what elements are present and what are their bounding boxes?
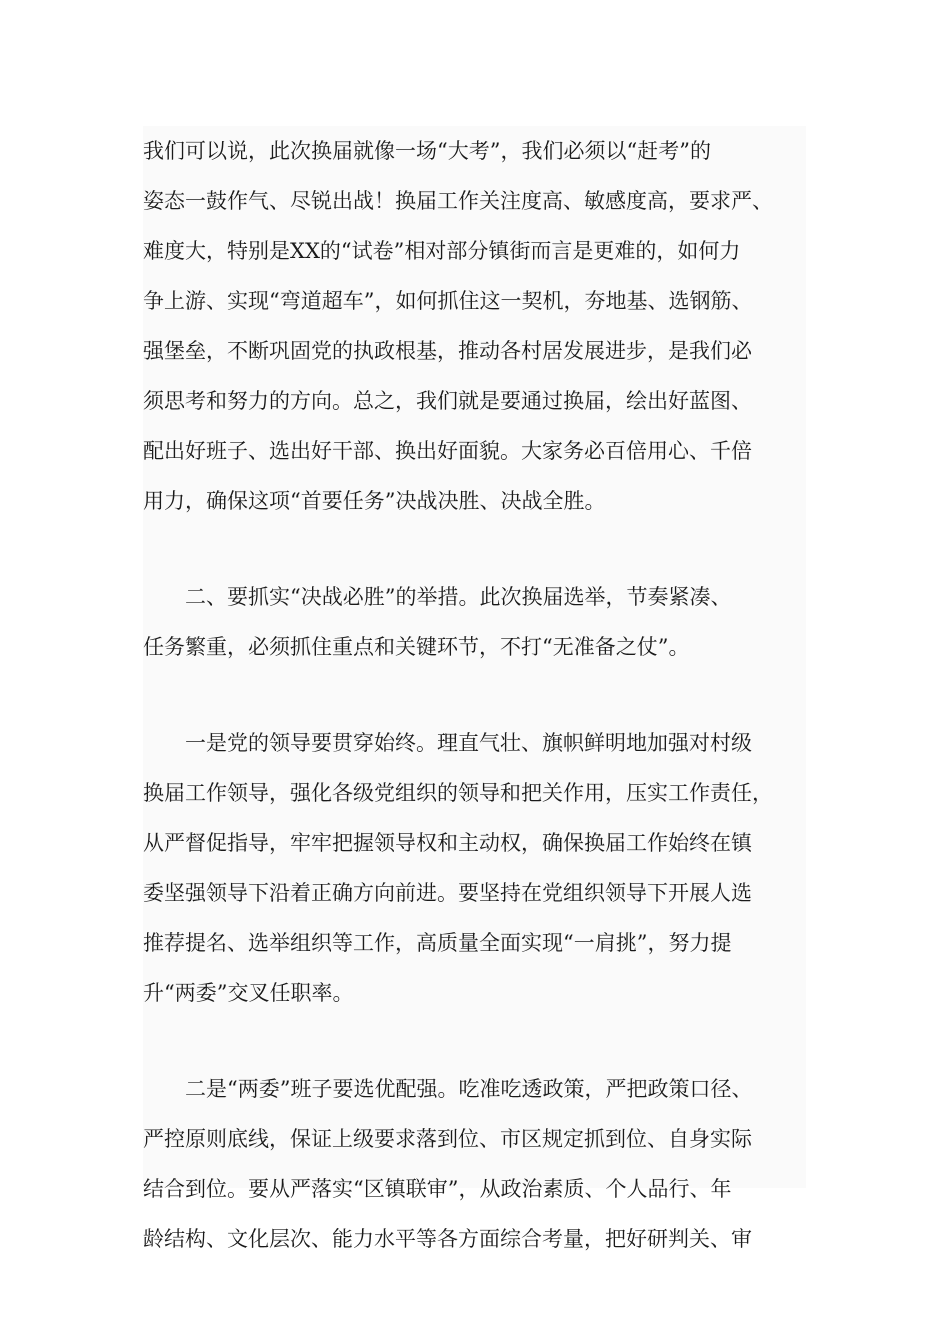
document-body bbox=[143, 126, 806, 1251]
text-line: 争上游、实现“弯道超车”，如何抓住这一契机，夯地基、选钢筋、 bbox=[143, 289, 753, 313]
text-line: 委坚强领导下沿着正确方向前进。要坚持在党组织领导下开展人选 bbox=[143, 881, 752, 905]
text-line: 我们可以说，此次换届就像一场“大考”，我们必须以“赶考”的 bbox=[143, 139, 711, 163]
text-line: 结合到位。要从严落实“区镇联审”，从政治素质、个人品行、年 bbox=[143, 1177, 732, 1201]
paragraph-4 bbox=[143, 1064, 806, 1264]
paragraph-spacer bbox=[143, 1018, 806, 1064]
text-line: 姿态一鼓作气、尽锐出战！换届工作关注度高、敏感度高，要求严、 bbox=[143, 189, 773, 213]
text-line: 推荐提名、选举组织等工作，高质量全面实现“一肩挑”，努力提 bbox=[143, 931, 732, 955]
text-line: 难度大，特别是XX的“试卷”相对部分镇街而言是更难的，如何力 bbox=[143, 239, 741, 263]
text-line: 配出好班子、选出好干部、换出好面貌。大家务必百倍用心、千倍 bbox=[143, 439, 752, 463]
text-line: 任务繁重，必须抓住重点和关键环节，不打“无准备之仗”。 bbox=[143, 635, 690, 659]
text-line: 换届工作领导，强化各级党组织的领导和把关作用，压实工作责任， bbox=[143, 781, 773, 805]
text-line: 一是党的领导要贯穿始终。理直气壮、旗帜鲜明地加强对村级 bbox=[185, 731, 752, 755]
paragraph-spacer bbox=[143, 526, 806, 572]
paragraph-2 bbox=[143, 572, 806, 672]
text-line: 龄结构、文化层次、能力水平等各方面综合考量，把好研判关、审 bbox=[143, 1227, 752, 1251]
paragraph-1 bbox=[143, 126, 806, 526]
text-line: 升“两委”交叉任职率。 bbox=[143, 981, 354, 1005]
paragraph-3 bbox=[143, 718, 806, 1018]
text-line: 须思考和努力的方向。总之，我们就是要通过换届，绘出好蓝图、 bbox=[143, 389, 752, 413]
text-line: 用力，确保这项“首要任务”决战决胜、决战全胜。 bbox=[143, 489, 606, 513]
text-line: 强堡垒，不断巩固党的执政根基，推动各村居发展进步，是我们必 bbox=[143, 339, 752, 363]
text-line: 从严督促指导，牢牢把握领导权和主动权，确保换届工作始终在镇 bbox=[143, 831, 752, 855]
text-line: 二、要抓实“决战必胜”的举措。此次换届选举，节奏紧凑、 bbox=[185, 585, 732, 609]
paragraph-spacer bbox=[143, 672, 806, 718]
text-line: 严控原则底线，保证上级要求落到位、市区规定抓到位、自身实际 bbox=[143, 1127, 752, 1151]
text-line: 二是“两委”班子要选优配强。吃准吃透政策，严把政策口径、 bbox=[185, 1077, 753, 1101]
